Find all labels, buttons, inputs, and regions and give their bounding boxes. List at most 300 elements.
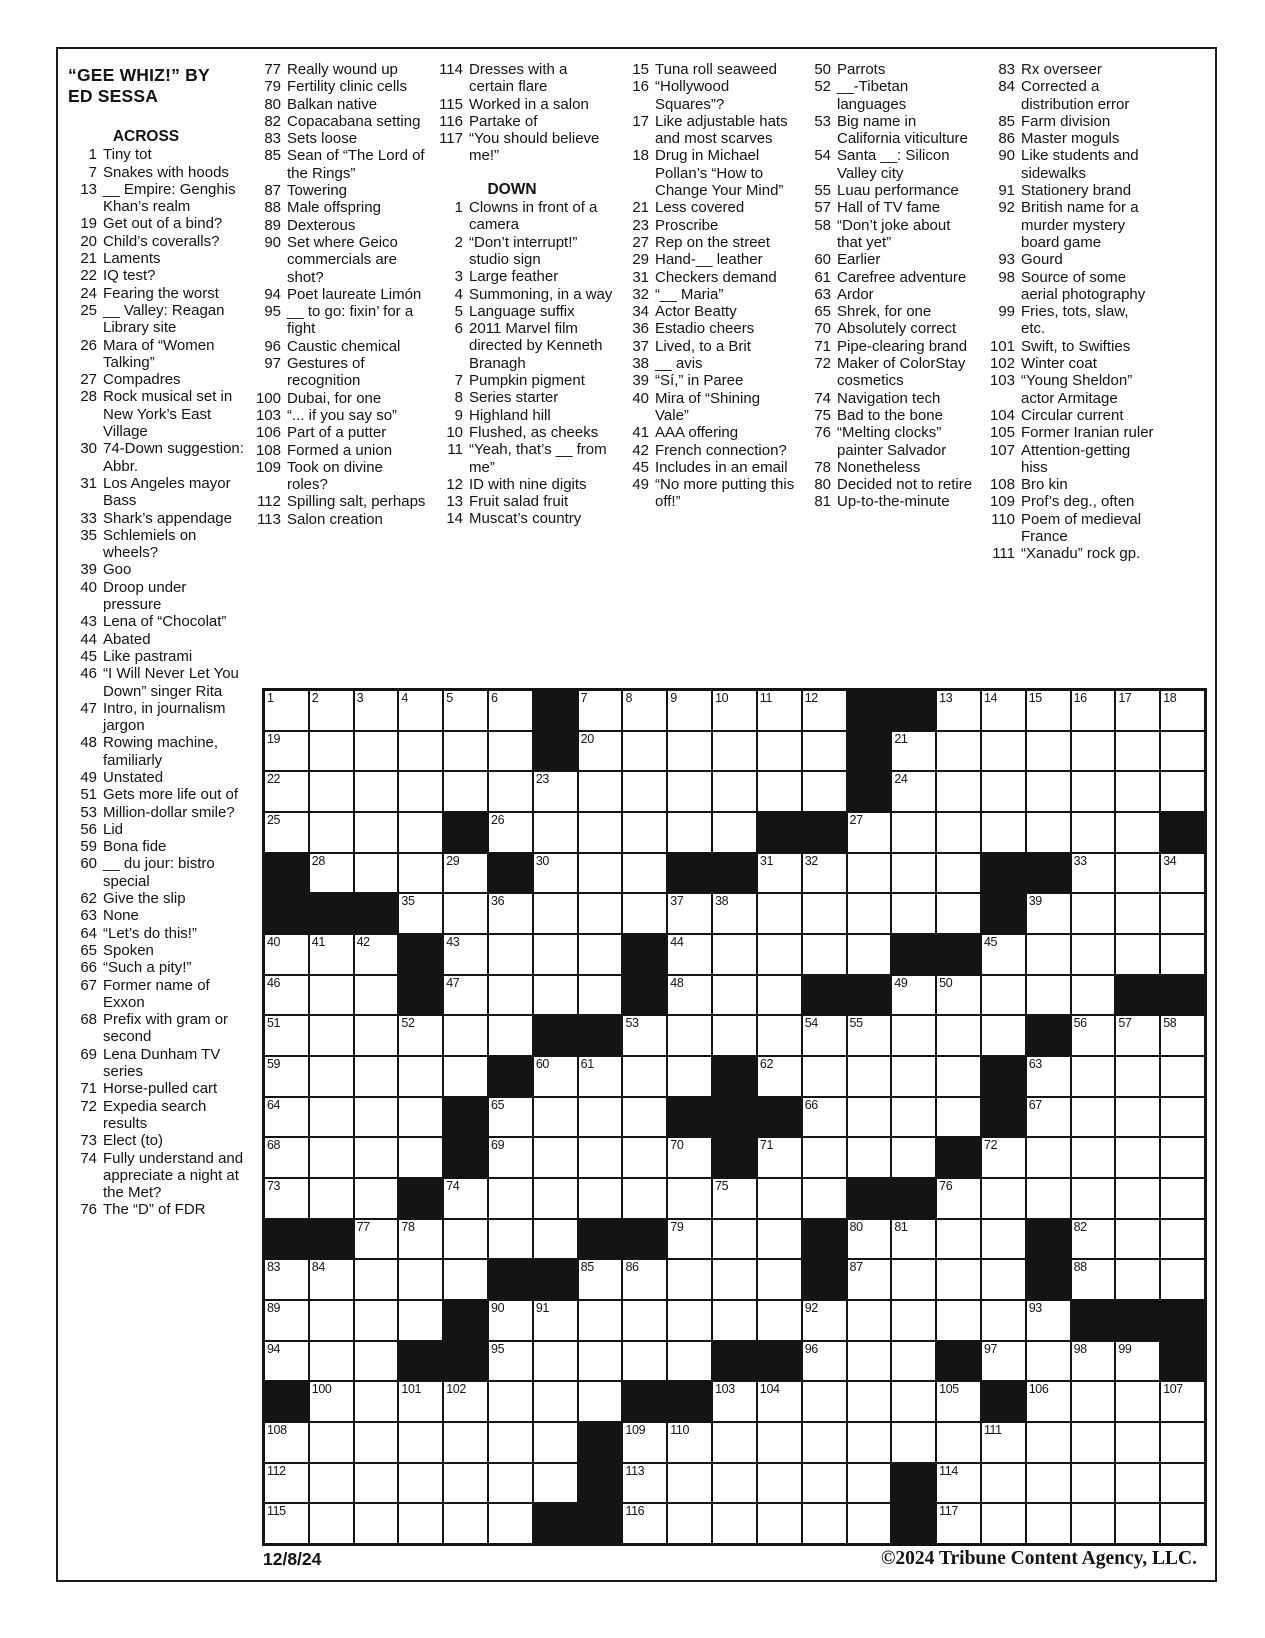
grid-cell-r10c1[interactable]: [264, 1056, 309, 1097]
grid-cell-r13c3[interactable]: [354, 1178, 399, 1219]
grid-cell-r10c16[interactable]: [936, 1056, 981, 1097]
grid-cell-r15c5[interactable]: [443, 1259, 488, 1300]
grid-cell-r5c19[interactable]: [1071, 853, 1116, 894]
grid-cell-r15c11[interactable]: [712, 1259, 757, 1300]
grid-cell-r8c7[interactable]: [533, 975, 578, 1016]
grid-cell-r19c17[interactable]: [981, 1422, 1026, 1463]
grid-cell-r18c18[interactable]: [1026, 1381, 1071, 1422]
grid-cell-r11c19[interactable]: [1071, 1097, 1116, 1138]
grid-cell-r3c2[interactable]: [309, 771, 354, 812]
grid-cell-r7c7[interactable]: [533, 934, 578, 975]
grid-cell-r11c8[interactable]: [578, 1097, 623, 1138]
grid-cell-r8c1[interactable]: [264, 975, 309, 1016]
grid-cell-r8c17[interactable]: [981, 975, 1026, 1016]
grid-cell-r10c3[interactable]: [354, 1056, 399, 1097]
grid-cell-r2c17[interactable]: [981, 731, 1026, 772]
grid-cell-r20c4[interactable]: [398, 1463, 443, 1504]
grid-cell-r20c19[interactable]: [1071, 1463, 1116, 1504]
grid-cell-r14c21[interactable]: [1160, 1219, 1205, 1260]
grid-cell-r20c18[interactable]: [1026, 1463, 1071, 1504]
grid-cell-r20c9[interactable]: [622, 1463, 667, 1504]
grid-cell-r13c11[interactable]: [712, 1178, 757, 1219]
grid-cell-r2c10[interactable]: [667, 731, 712, 772]
grid-cell-r20c20[interactable]: [1115, 1463, 1160, 1504]
grid-cell-r1c2[interactable]: [309, 690, 354, 731]
grid-cell-r8c12[interactable]: [757, 975, 802, 1016]
grid-cell-r17c10[interactable]: [667, 1341, 712, 1382]
grid-cell-r3c15[interactable]: [891, 771, 936, 812]
grid-cell-r9c4[interactable]: [398, 1015, 443, 1056]
grid-cell-r8c6[interactable]: [488, 975, 533, 1016]
grid-cell-r18c6[interactable]: [488, 1381, 533, 1422]
grid-cell-r14c17[interactable]: [981, 1219, 1026, 1260]
grid-cell-r19c12[interactable]: [757, 1422, 802, 1463]
grid-cell-r21c4[interactable]: [398, 1503, 443, 1544]
grid-cell-r7c21[interactable]: [1160, 934, 1205, 975]
grid-cell-r6c18[interactable]: [1026, 893, 1071, 934]
grid-cell-r2c1[interactable]: [264, 731, 309, 772]
grid-cell-r7c10[interactable]: [667, 934, 712, 975]
grid-cell-r17c7[interactable]: [533, 1341, 578, 1382]
grid-cell-r20c10[interactable]: [667, 1463, 712, 1504]
grid-cell-r9c6[interactable]: [488, 1015, 533, 1056]
grid-cell-r12c19[interactable]: [1071, 1137, 1116, 1178]
grid-cell-r19c6[interactable]: [488, 1422, 533, 1463]
grid-cell-r10c13[interactable]: [802, 1056, 847, 1097]
grid-cell-r20c21[interactable]: [1160, 1463, 1205, 1504]
grid-cell-r6c11[interactable]: [712, 893, 757, 934]
grid-cell-r3c7[interactable]: [533, 771, 578, 812]
grid-cell-r1c3[interactable]: [354, 690, 399, 731]
grid-cell-r12c15[interactable]: [891, 1137, 936, 1178]
grid-cell-r6c6[interactable]: [488, 893, 533, 934]
grid-cell-r1c17[interactable]: [981, 690, 1026, 731]
grid-cell-r10c12[interactable]: [757, 1056, 802, 1097]
grid-cell-r3c8[interactable]: [578, 771, 623, 812]
grid-cell-r6c19[interactable]: [1071, 893, 1116, 934]
grid-cell-r5c13[interactable]: [802, 853, 847, 894]
grid-cell-r15c8[interactable]: [578, 1259, 623, 1300]
grid-cell-r18c13[interactable]: [802, 1381, 847, 1422]
grid-cell-r2c8[interactable]: [578, 731, 623, 772]
grid-cell-r11c21[interactable]: [1160, 1097, 1205, 1138]
grid-cell-r12c8[interactable]: [578, 1137, 623, 1178]
grid-cell-r6c4[interactable]: [398, 893, 443, 934]
grid-cell-r21c13[interactable]: [802, 1503, 847, 1544]
grid-cell-r3c20[interactable]: [1115, 771, 1160, 812]
grid-cell-r14c5[interactable]: [443, 1219, 488, 1260]
grid-cell-r15c12[interactable]: [757, 1259, 802, 1300]
grid-cell-r11c18[interactable]: [1026, 1097, 1071, 1138]
grid-cell-r17c17[interactable]: [981, 1341, 1026, 1382]
grid-cell-r20c6[interactable]: [488, 1463, 533, 1504]
grid-cell-r20c2[interactable]: [309, 1463, 354, 1504]
grid-cell-r8c5[interactable]: [443, 975, 488, 1016]
grid-cell-r9c14[interactable]: [847, 1015, 892, 1056]
grid-cell-r13c12[interactable]: [757, 1178, 802, 1219]
grid-cell-r21c1[interactable]: [264, 1503, 309, 1544]
grid-cell-r18c11[interactable]: [712, 1381, 757, 1422]
grid-cell-r18c14[interactable]: [847, 1381, 892, 1422]
grid-cell-r1c5[interactable]: [443, 690, 488, 731]
grid-cell-r4c19[interactable]: [1071, 812, 1116, 853]
grid-cell-r12c20[interactable]: [1115, 1137, 1160, 1178]
grid-cell-r4c2[interactable]: [309, 812, 354, 853]
grid-cell-r13c10[interactable]: [667, 1178, 712, 1219]
grid-cell-r9c10[interactable]: [667, 1015, 712, 1056]
grid-cell-r9c9[interactable]: [622, 1015, 667, 1056]
grid-cell-r15c15[interactable]: [891, 1259, 936, 1300]
grid-cell-r17c8[interactable]: [578, 1341, 623, 1382]
grid-cell-r9c12[interactable]: [757, 1015, 802, 1056]
grid-cell-r21c10[interactable]: [667, 1503, 712, 1544]
grid-cell-r21c6[interactable]: [488, 1503, 533, 1544]
grid-cell-r17c1[interactable]: [264, 1341, 309, 1382]
grid-cell-r10c4[interactable]: [398, 1056, 443, 1097]
grid-cell-r1c18[interactable]: [1026, 690, 1071, 731]
grid-cell-r19c2[interactable]: [309, 1422, 354, 1463]
grid-cell-r17c9[interactable]: [622, 1341, 667, 1382]
grid-cell-r21c9[interactable]: [622, 1503, 667, 1544]
grid-cell-r12c2[interactable]: [309, 1137, 354, 1178]
grid-cell-r21c16[interactable]: [936, 1503, 981, 1544]
grid-cell-r20c11[interactable]: [712, 1463, 757, 1504]
grid-cell-r12c13[interactable]: [802, 1137, 847, 1178]
grid-cell-r6c16[interactable]: [936, 893, 981, 934]
grid-cell-r9c11[interactable]: [712, 1015, 757, 1056]
grid-cell-r11c4[interactable]: [398, 1097, 443, 1138]
grid-cell-r9c13[interactable]: [802, 1015, 847, 1056]
grid-cell-r17c6[interactable]: [488, 1341, 533, 1382]
grid-cell-r19c19[interactable]: [1071, 1422, 1116, 1463]
grid-cell-r8c11[interactable]: [712, 975, 757, 1016]
grid-cell-r8c19[interactable]: [1071, 975, 1116, 1016]
grid-cell-r14c16[interactable]: [936, 1219, 981, 1260]
grid-cell-r3c21[interactable]: [1160, 771, 1205, 812]
grid-cell-r21c12[interactable]: [757, 1503, 802, 1544]
grid-cell-r20c7[interactable]: [533, 1463, 578, 1504]
grid-cell-r4c18[interactable]: [1026, 812, 1071, 853]
grid-cell-r3c6[interactable]: [488, 771, 533, 812]
grid-cell-r14c15[interactable]: [891, 1219, 936, 1260]
grid-cell-r7c14[interactable]: [847, 934, 892, 975]
grid-cell-r19c18[interactable]: [1026, 1422, 1071, 1463]
grid-cell-r17c13[interactable]: [802, 1341, 847, 1382]
grid-cell-r4c17[interactable]: [981, 812, 1026, 853]
grid-cell-r4c7[interactable]: [533, 812, 578, 853]
grid-cell-r8c18[interactable]: [1026, 975, 1071, 1016]
grid-cell-r19c9[interactable]: [622, 1422, 667, 1463]
grid-cell-r10c7[interactable]: [533, 1056, 578, 1097]
grid-cell-r20c14[interactable]: [847, 1463, 892, 1504]
grid-cell-r16c14[interactable]: [847, 1300, 892, 1341]
grid-cell-r12c14[interactable]: [847, 1137, 892, 1178]
grid-cell-r17c20[interactable]: [1115, 1341, 1160, 1382]
grid-cell-r12c6[interactable]: [488, 1137, 533, 1178]
grid-cell-r10c20[interactable]: [1115, 1056, 1160, 1097]
grid-cell-r19c14[interactable]: [847, 1422, 892, 1463]
grid-cell-r20c3[interactable]: [354, 1463, 399, 1504]
grid-cell-r3c19[interactable]: [1071, 771, 1116, 812]
grid-cell-r18c7[interactable]: [533, 1381, 578, 1422]
grid-cell-r20c17[interactable]: [981, 1463, 1026, 1504]
grid-cell-r14c10[interactable]: [667, 1219, 712, 1260]
grid-cell-r7c2[interactable]: [309, 934, 354, 975]
grid-cell-r14c6[interactable]: [488, 1219, 533, 1260]
grid-cell-r16c17[interactable]: [981, 1300, 1026, 1341]
grid-cell-r11c7[interactable]: [533, 1097, 578, 1138]
grid-cell-r15c21[interactable]: [1160, 1259, 1205, 1300]
grid-cell-r15c4[interactable]: [398, 1259, 443, 1300]
grid-cell-r11c2[interactable]: [309, 1097, 354, 1138]
grid-cell-r21c18[interactable]: [1026, 1503, 1071, 1544]
grid-cell-r1c8[interactable]: [578, 690, 623, 731]
grid-cell-r13c2[interactable]: [309, 1178, 354, 1219]
grid-cell-r3c1[interactable]: [264, 771, 309, 812]
grid-cell-r17c14[interactable]: [847, 1341, 892, 1382]
grid-cell-r7c19[interactable]: [1071, 934, 1116, 975]
grid-cell-r6c7[interactable]: [533, 893, 578, 934]
grid-cell-r11c16[interactable]: [936, 1097, 981, 1138]
grid-cell-r1c10[interactable]: [667, 690, 712, 731]
grid-cell-r19c10[interactable]: [667, 1422, 712, 1463]
grid-cell-r2c20[interactable]: [1115, 731, 1160, 772]
grid-cell-r2c12[interactable]: [757, 731, 802, 772]
grid-cell-r10c14[interactable]: [847, 1056, 892, 1097]
grid-cell-r12c1[interactable]: [264, 1137, 309, 1178]
grid-cell-r6c5[interactable]: [443, 893, 488, 934]
grid-cell-r11c3[interactable]: [354, 1097, 399, 1138]
grid-cell-r3c18[interactable]: [1026, 771, 1071, 812]
grid-cell-r7c20[interactable]: [1115, 934, 1160, 975]
grid-cell-r15c20[interactable]: [1115, 1259, 1160, 1300]
grid-cell-r1c16[interactable]: [936, 690, 981, 731]
grid-cell-r16c2[interactable]: [309, 1300, 354, 1341]
grid-cell-r19c1[interactable]: [264, 1422, 309, 1463]
grid-cell-r1c13[interactable]: [802, 690, 847, 731]
grid-cell-r16c7[interactable]: [533, 1300, 578, 1341]
grid-cell-r8c15[interactable]: [891, 975, 936, 1016]
grid-cell-r7c18[interactable]: [1026, 934, 1071, 975]
grid-cell-r19c21[interactable]: [1160, 1422, 1205, 1463]
grid-cell-r17c2[interactable]: [309, 1341, 354, 1382]
grid-cell-r19c5[interactable]: [443, 1422, 488, 1463]
grid-cell-r11c15[interactable]: [891, 1097, 936, 1138]
grid-cell-r8c3[interactable]: [354, 975, 399, 1016]
grid-cell-r10c5[interactable]: [443, 1056, 488, 1097]
grid-cell-r10c19[interactable]: [1071, 1056, 1116, 1097]
grid-cell-r15c10[interactable]: [667, 1259, 712, 1300]
grid-cell-r17c19[interactable]: [1071, 1341, 1116, 1382]
grid-cell-r6c9[interactable]: [622, 893, 667, 934]
grid-cell-r2c11[interactable]: [712, 731, 757, 772]
grid-cell-r17c18[interactable]: [1026, 1341, 1071, 1382]
grid-cell-r6c8[interactable]: [578, 893, 623, 934]
grid-cell-r7c8[interactable]: [578, 934, 623, 975]
grid-cell-r4c15[interactable]: [891, 812, 936, 853]
grid-cell-r5c21[interactable]: [1160, 853, 1205, 894]
grid-cell-r10c15[interactable]: [891, 1056, 936, 1097]
grid-cell-r13c5[interactable]: [443, 1178, 488, 1219]
grid-cell-r9c5[interactable]: [443, 1015, 488, 1056]
grid-cell-r16c18[interactable]: [1026, 1300, 1071, 1341]
grid-cell-r4c16[interactable]: [936, 812, 981, 853]
grid-cell-r5c14[interactable]: [847, 853, 892, 894]
grid-cell-r11c14[interactable]: [847, 1097, 892, 1138]
grid-cell-r4c8[interactable]: [578, 812, 623, 853]
grid-cell-r10c2[interactable]: [309, 1056, 354, 1097]
grid-cell-r15c14[interactable]: [847, 1259, 892, 1300]
grid-cell-r1c19[interactable]: [1071, 690, 1116, 731]
grid-cell-r15c1[interactable]: [264, 1259, 309, 1300]
grid-cell-r9c16[interactable]: [936, 1015, 981, 1056]
grid-cell-r4c10[interactable]: [667, 812, 712, 853]
grid-cell-r7c6[interactable]: [488, 934, 533, 975]
grid-cell-r12c21[interactable]: [1160, 1137, 1205, 1178]
grid-cell-r6c21[interactable]: [1160, 893, 1205, 934]
grid-cell-r5c15[interactable]: [891, 853, 936, 894]
grid-cell-r1c12[interactable]: [757, 690, 802, 731]
grid-cell-r5c4[interactable]: [398, 853, 443, 894]
grid-cell-r3c3[interactable]: [354, 771, 399, 812]
grid-cell-r15c3[interactable]: [354, 1259, 399, 1300]
grid-cell-r1c6[interactable]: [488, 690, 533, 731]
grid-cell-r16c6[interactable]: [488, 1300, 533, 1341]
grid-cell-r19c3[interactable]: [354, 1422, 399, 1463]
grid-cell-r1c20[interactable]: [1115, 690, 1160, 731]
grid-cell-r2c19[interactable]: [1071, 731, 1116, 772]
grid-cell-r20c5[interactable]: [443, 1463, 488, 1504]
grid-cell-r15c9[interactable]: [622, 1259, 667, 1300]
grid-cell-r12c17[interactable]: [981, 1137, 1026, 1178]
grid-cell-r12c18[interactable]: [1026, 1137, 1071, 1178]
grid-cell-r13c8[interactable]: [578, 1178, 623, 1219]
grid-cell-r14c7[interactable]: [533, 1219, 578, 1260]
grid-cell-r16c11[interactable]: [712, 1300, 757, 1341]
grid-cell-r10c10[interactable]: [667, 1056, 712, 1097]
grid-cell-r13c19[interactable]: [1071, 1178, 1116, 1219]
grid-cell-r13c7[interactable]: [533, 1178, 578, 1219]
grid-cell-r3c9[interactable]: [622, 771, 667, 812]
grid-cell-r1c21[interactable]: [1160, 690, 1205, 731]
grid-cell-r19c20[interactable]: [1115, 1422, 1160, 1463]
grid-cell-r13c21[interactable]: [1160, 1178, 1205, 1219]
grid-cell-r3c12[interactable]: [757, 771, 802, 812]
grid-cell-r16c12[interactable]: [757, 1300, 802, 1341]
grid-cell-r9c19[interactable]: [1071, 1015, 1116, 1056]
grid-cell-r2c9[interactable]: [622, 731, 667, 772]
grid-cell-r4c11[interactable]: [712, 812, 757, 853]
grid-cell-r13c6[interactable]: [488, 1178, 533, 1219]
grid-cell-r11c6[interactable]: [488, 1097, 533, 1138]
grid-cell-r6c14[interactable]: [847, 893, 892, 934]
grid-cell-r2c3[interactable]: [354, 731, 399, 772]
grid-cell-r21c14[interactable]: [847, 1503, 892, 1544]
grid-cell-r5c9[interactable]: [622, 853, 667, 894]
grid-cell-r5c2[interactable]: [309, 853, 354, 894]
grid-cell-r13c20[interactable]: [1115, 1178, 1160, 1219]
grid-cell-r16c10[interactable]: [667, 1300, 712, 1341]
grid-cell-r3c17[interactable]: [981, 771, 1026, 812]
grid-cell-r2c4[interactable]: [398, 731, 443, 772]
grid-cell-r5c3[interactable]: [354, 853, 399, 894]
grid-cell-r9c17[interactable]: [981, 1015, 1026, 1056]
grid-cell-r4c1[interactable]: [264, 812, 309, 853]
grid-cell-r18c2[interactable]: [309, 1381, 354, 1422]
grid-cell-r19c4[interactable]: [398, 1422, 443, 1463]
grid-cell-r18c5[interactable]: [443, 1381, 488, 1422]
grid-cell-r2c13[interactable]: [802, 731, 847, 772]
grid-cell-r8c16[interactable]: [936, 975, 981, 1016]
grid-cell-r16c3[interactable]: [354, 1300, 399, 1341]
grid-cell-r16c1[interactable]: [264, 1300, 309, 1341]
grid-cell-r6c20[interactable]: [1115, 893, 1160, 934]
grid-cell-r4c4[interactable]: [398, 812, 443, 853]
grid-cell-r15c16[interactable]: [936, 1259, 981, 1300]
grid-cell-r20c13[interactable]: [802, 1463, 847, 1504]
grid-cell-r11c13[interactable]: [802, 1097, 847, 1138]
grid-cell-r18c12[interactable]: [757, 1381, 802, 1422]
grid-cell-r21c17[interactable]: [981, 1503, 1026, 1544]
grid-cell-r12c7[interactable]: [533, 1137, 578, 1178]
grid-cell-r20c16[interactable]: [936, 1463, 981, 1504]
grid-cell-r21c21[interactable]: [1160, 1503, 1205, 1544]
grid-cell-r19c7[interactable]: [533, 1422, 578, 1463]
grid-cell-r3c16[interactable]: [936, 771, 981, 812]
grid-cell-r15c19[interactable]: [1071, 1259, 1116, 1300]
grid-cell-r14c20[interactable]: [1115, 1219, 1160, 1260]
grid-cell-r10c21[interactable]: [1160, 1056, 1205, 1097]
grid-cell-r16c13[interactable]: [802, 1300, 847, 1341]
grid-cell-r6c15[interactable]: [891, 893, 936, 934]
grid-cell-r9c3[interactable]: [354, 1015, 399, 1056]
grid-cell-r7c13[interactable]: [802, 934, 847, 975]
grid-cell-r7c5[interactable]: [443, 934, 488, 975]
grid-cell-r8c2[interactable]: [309, 975, 354, 1016]
grid-cell-r6c13[interactable]: [802, 893, 847, 934]
grid-cell-r9c20[interactable]: [1115, 1015, 1160, 1056]
grid-cell-r7c11[interactable]: [712, 934, 757, 975]
grid-cell-r14c14[interactable]: [847, 1219, 892, 1260]
grid-cell-r7c12[interactable]: [757, 934, 802, 975]
grid-cell-r12c4[interactable]: [398, 1137, 443, 1178]
grid-cell-r13c16[interactable]: [936, 1178, 981, 1219]
grid-cell-r18c3[interactable]: [354, 1381, 399, 1422]
grid-cell-r15c17[interactable]: [981, 1259, 1026, 1300]
grid-cell-r11c20[interactable]: [1115, 1097, 1160, 1138]
grid-cell-r13c13[interactable]: [802, 1178, 847, 1219]
grid-cell-r7c17[interactable]: [981, 934, 1026, 975]
grid-cell-r8c8[interactable]: [578, 975, 623, 1016]
grid-cell-r3c10[interactable]: [667, 771, 712, 812]
grid-cell-r18c15[interactable]: [891, 1381, 936, 1422]
grid-cell-r21c2[interactable]: [309, 1503, 354, 1544]
grid-cell-r21c20[interactable]: [1115, 1503, 1160, 1544]
grid-cell-r7c1[interactable]: [264, 934, 309, 975]
grid-cell-r19c15[interactable]: [891, 1422, 936, 1463]
grid-cell-r4c9[interactable]: [622, 812, 667, 853]
grid-cell-r21c5[interactable]: [443, 1503, 488, 1544]
grid-cell-r17c3[interactable]: [354, 1341, 399, 1382]
grid-cell-r16c4[interactable]: [398, 1300, 443, 1341]
grid-cell-r12c12[interactable]: [757, 1137, 802, 1178]
grid-cell-r9c21[interactable]: [1160, 1015, 1205, 1056]
grid-cell-r11c1[interactable]: [264, 1097, 309, 1138]
grid-cell-r4c3[interactable]: [354, 812, 399, 853]
grid-cell-r12c3[interactable]: [354, 1137, 399, 1178]
grid-cell-r19c13[interactable]: [802, 1422, 847, 1463]
grid-cell-r5c16[interactable]: [936, 853, 981, 894]
